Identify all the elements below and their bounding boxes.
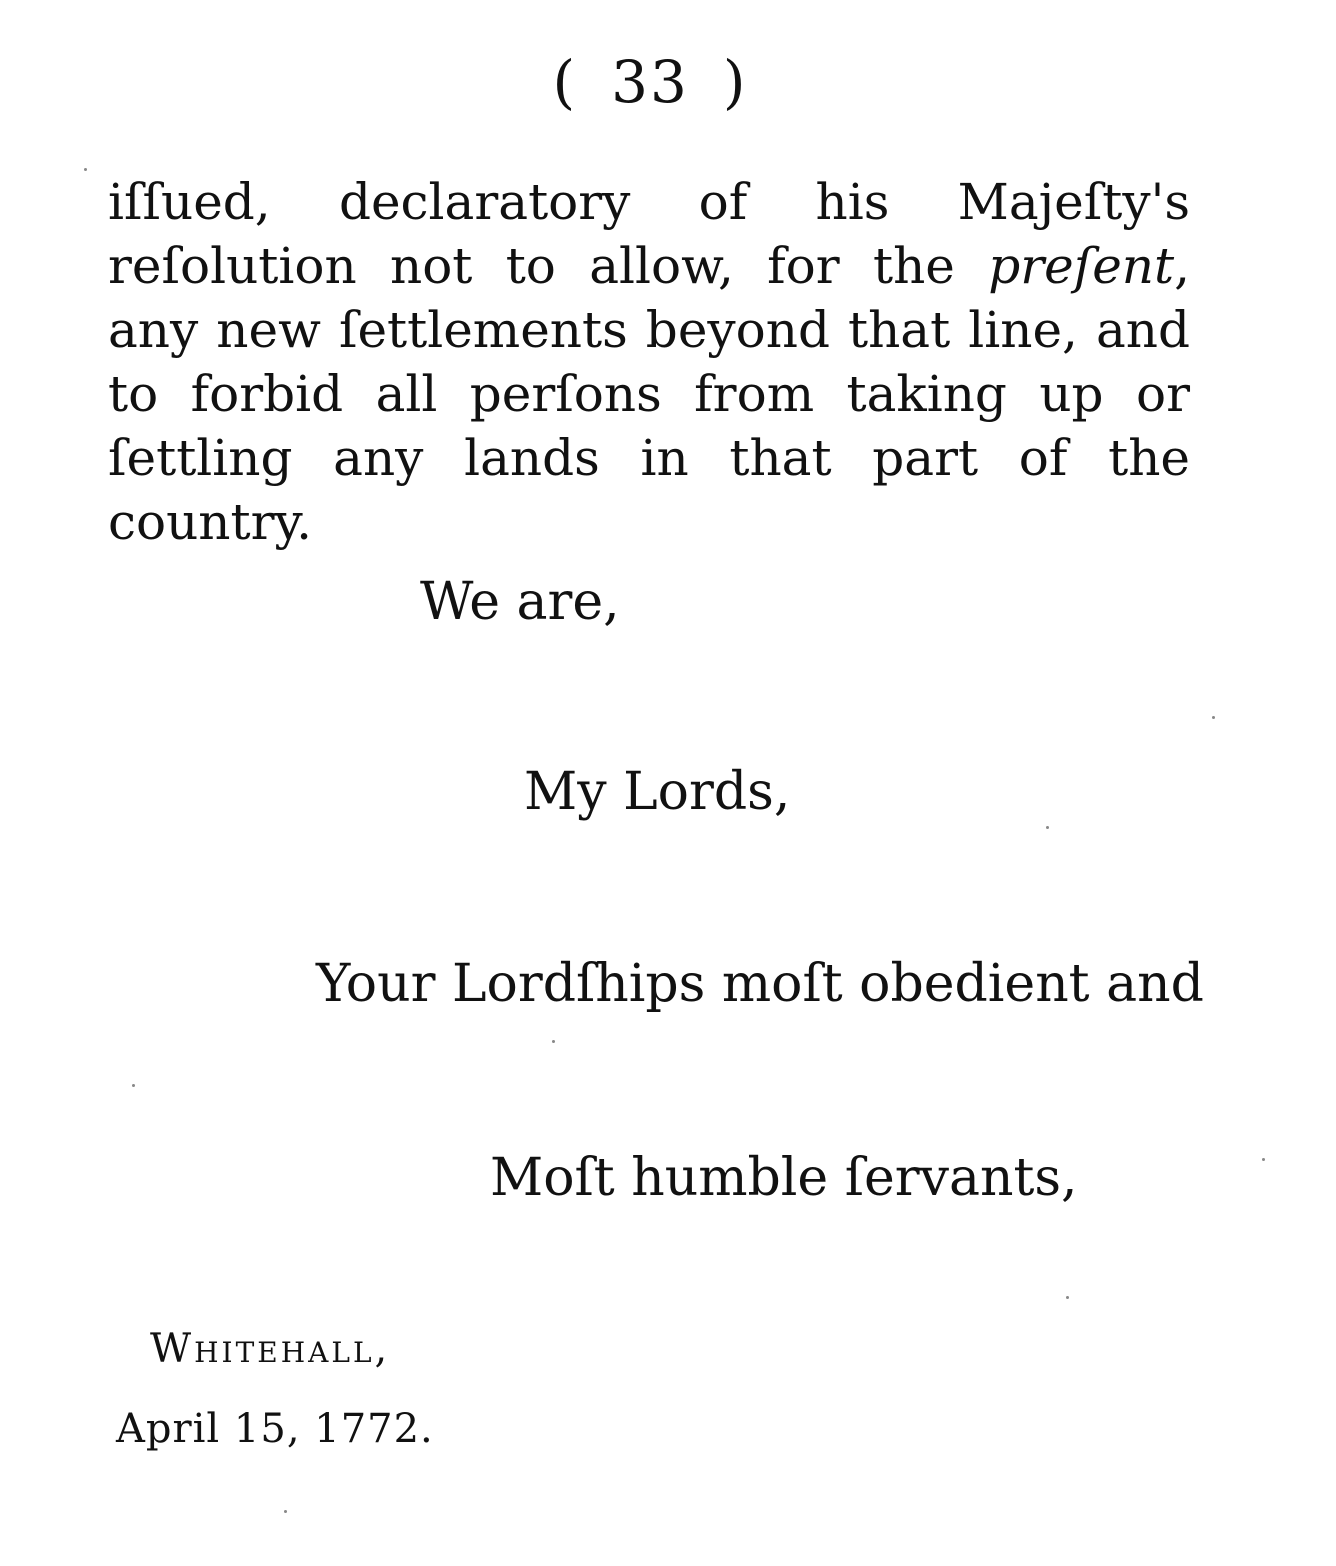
page-number-value: 33	[611, 48, 689, 116]
print-speck	[1262, 1158, 1265, 1161]
body-text-start: iſſued, declaratory of his Majeſty's reſolution not to allow, for the	[108, 173, 1190, 295]
print-speck	[1046, 826, 1049, 829]
signoff-date: April 15, 1772.	[116, 1406, 434, 1452]
closing-line-one: Your Lordſhips moſt obedient and	[316, 954, 1204, 1014]
print-speck	[284, 1510, 287, 1513]
closing-line-two: Moſt humble ſervants,	[490, 1148, 1078, 1208]
closing-salutation: My Lords,	[524, 762, 791, 822]
body-text-end: , any new ſettlements beyond that line, and to forbid all perſons from taking up or ſettling any lands in that part of the country.	[108, 237, 1190, 551]
page-number: ( 33 )	[552, 48, 748, 116]
print-speck	[84, 168, 87, 171]
print-speck	[552, 1040, 555, 1043]
print-speck	[132, 1084, 135, 1087]
signoff-place: Whitehall,	[150, 1326, 391, 1372]
body-italic-word: preſent	[988, 237, 1175, 295]
print-speck	[1066, 1296, 1069, 1299]
closing-we-are: We are,	[420, 572, 620, 632]
body-paragraph	[108, 170, 1190, 554]
print-speck	[1212, 716, 1215, 719]
